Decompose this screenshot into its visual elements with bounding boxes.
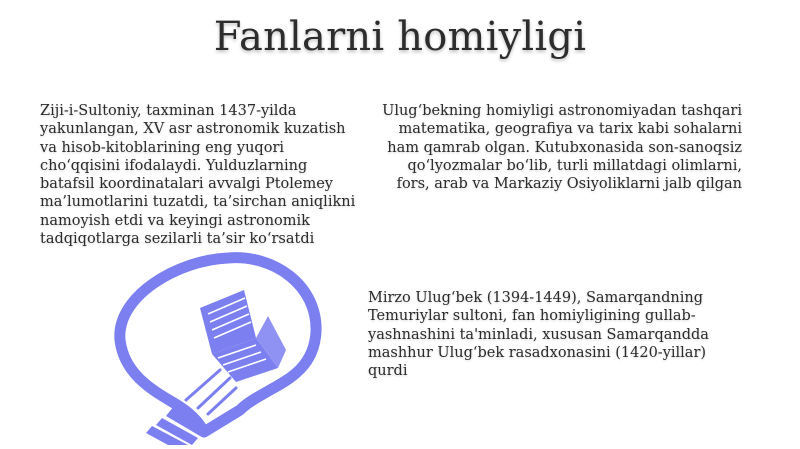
paragraph-zij: Ziji-i-Sultoniy, taxminan 1437-yilda yakunlangan, XV asr astronomik kuzatish va hisob-kitoblarining eng yuqori cho‘qqisini ifodalaydi. Yulduzlarning batafsil koordinatalari avvalgi Ptolemey ma’lumotlarini tuzatdi, ta’sirchan aniqlikni namoyish etdi va keyingi astronomik tadqiqotlarga sezilarli ta’sir ko‘rsatdi <box>40 103 356 248</box>
paragraph-ulugbek: Mirzo Ulug‘bek (1394-1449), Samarqandning Temuriylar sultoni, fan homiyligining gullab-yashnashini ta'minladi, xususan Samarqandda mashhur Ulug‘bek rasadxonasini (1420-yillar) qurdi <box>368 290 709 380</box>
slide-title: Fanlarni homiyligi <box>213 14 587 60</box>
lightbulb-book-icon <box>108 250 328 445</box>
paragraph-patronage: Ulug‘bekning homiyligi astronomiyadan tashqari matematika, geografiya va tarix kabi sohalarni ham qamrab olgan. Kutubxonasida son-sanoqsiz qo‘lyozmalar bo‘lib, turli millatdagi olimlarni, fors, arab va Markaziy Osiyoliklarni jalb qilgan <box>382 103 742 193</box>
